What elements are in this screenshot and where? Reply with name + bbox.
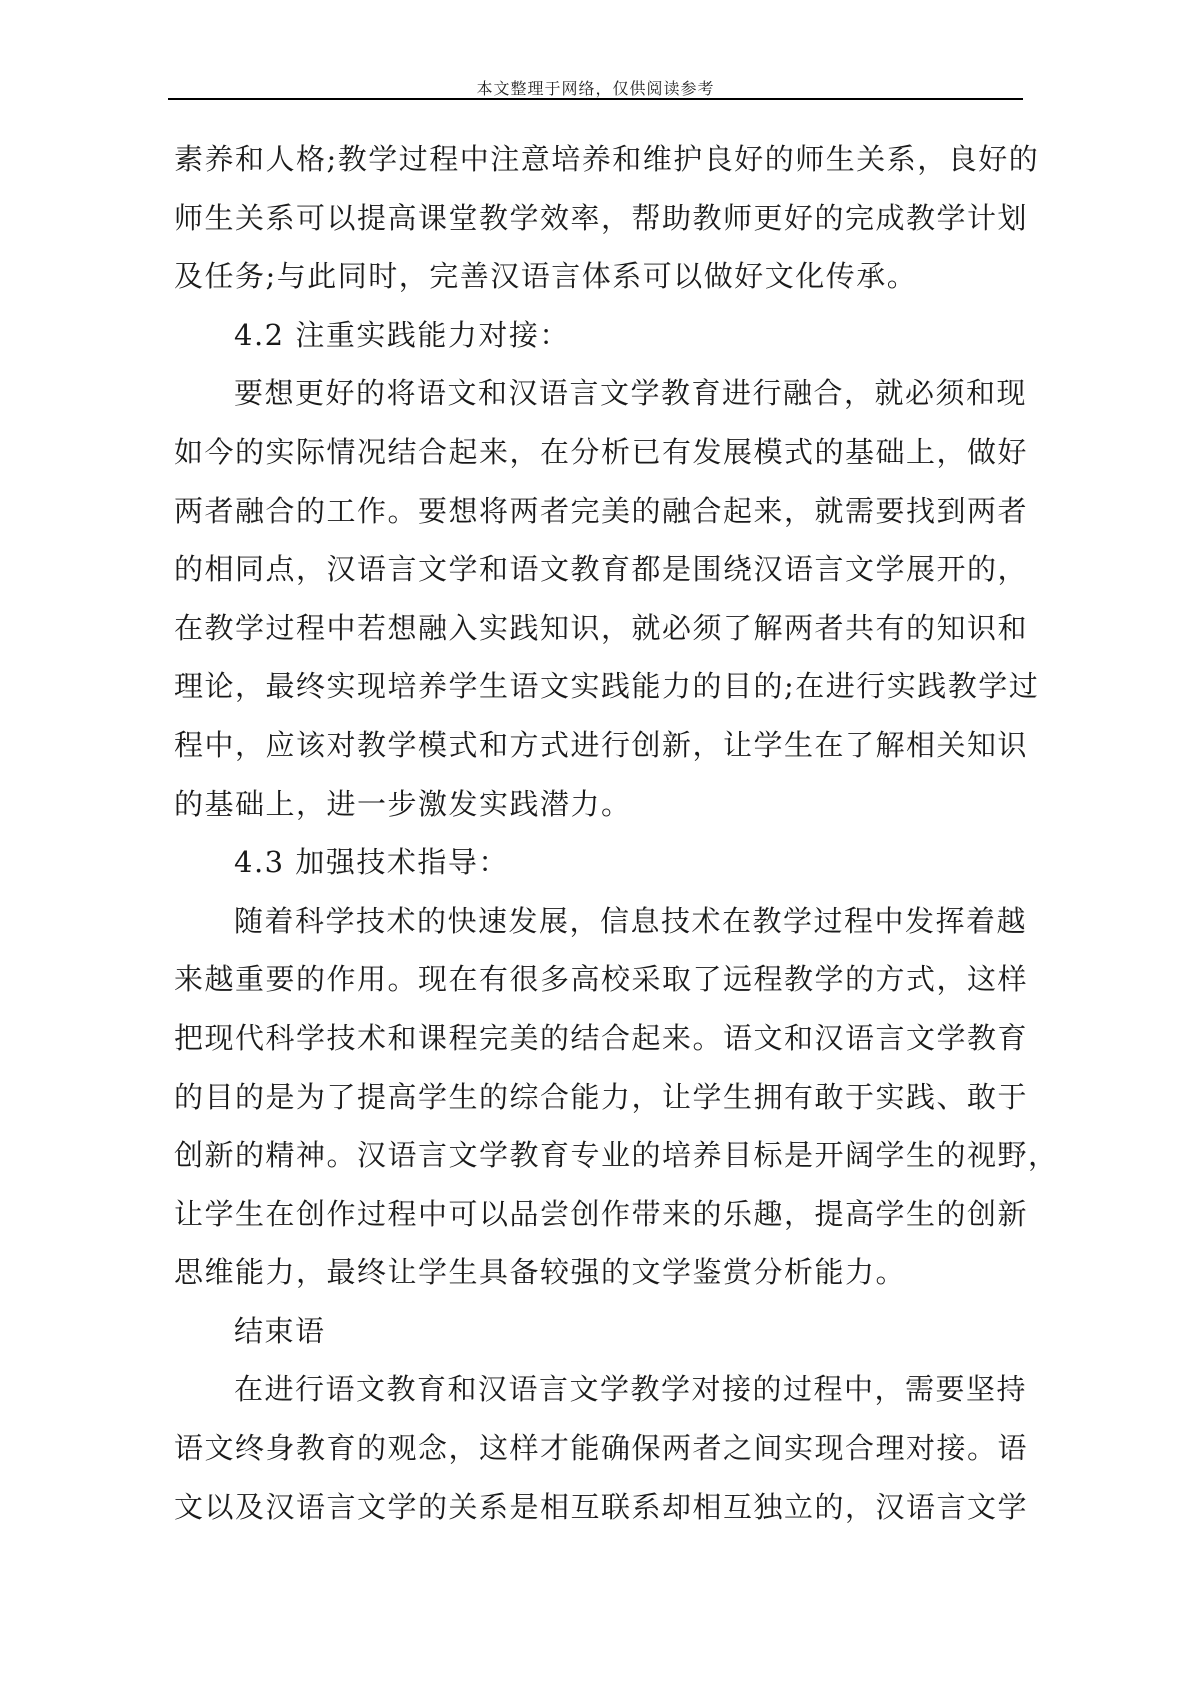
text-line: 两者融合的工作。要想将两者完美的融合起来，就需要找到两者	[174, 493, 1029, 528]
text-line: 的基础上，进一步激发实践潜力。	[174, 786, 632, 821]
text-line: 的相同点，汉语言文学和语文教育都是围绕汉语言文学展开的，	[174, 552, 1029, 587]
text-line: 创新的精神。汉语言文学教育专业的培养目标是开阔学生的视野，	[174, 1138, 1059, 1173]
text-line: 随着科学技术的快速发展，信息技术在教学过程中发挥着越	[234, 903, 1028, 938]
text-line: 思维能力，最终让学生具备较强的文学鉴赏分析能力。	[174, 1255, 907, 1290]
text-line: 如今的实际情况结合起来，在分析已有发展模式的基础上，做好	[174, 434, 1029, 469]
text-line: 在进行语文教育和汉语言文学教学对接的过程中，需要坚持	[234, 1372, 1028, 1407]
text-line: 的目的是为了提高学生的综合能力，让学生拥有敢于实践、敢于	[174, 1079, 1029, 1114]
text-line: 素养和人格;教学过程中注意培养和维护良好的师生关系，良好的	[174, 142, 1040, 176]
text-line: 及任务;与此同时，完善汉语言体系可以做好文化传承。	[174, 259, 918, 294]
text-line: 师生关系可以提高课堂教学效率，帮助教师更好的完成教学计划	[174, 200, 1029, 235]
text-line: 语文终身教育的观念，这样才能确保两者之间实现合理对接。语	[174, 1431, 1029, 1466]
text-line: 4.2 注重实践能力对接：	[234, 317, 570, 352]
header-divider	[168, 98, 1023, 100]
text-line: 程中，应该对教学模式和方式进行创新，让学生在了解相关知识	[174, 727, 1029, 762]
text-line: 来越重要的作用。现在有很多高校采取了远程教学的方式，这样	[174, 962, 1029, 997]
text-line: 在教学过程中若想融入实践知识，就必须了解两者共有的知识和	[174, 610, 1029, 645]
text-line: 把现代科学技术和课程完美的结合起来。语文和汉语言文学教育	[174, 1020, 1029, 1055]
text-line: 结束语	[234, 1313, 326, 1348]
text-line: 4.3 加强技术指导：	[234, 845, 509, 880]
text-line: 要想更好的将语文和汉语言文学教育进行融合，就必须和现	[234, 376, 1028, 411]
page-header: 本文整理于网络，仅供阅读参考	[476, 79, 715, 98]
text-line: 理论，最终实现培养学生语文实践能力的目的;在进行实践教学过	[174, 669, 1040, 704]
text-line: 文以及汉语言文学的关系是相互联系却相互独立的，汉语言文学	[174, 1489, 1029, 1524]
document-body	[174, 130, 1059, 1536]
text-line: 让学生在创作过程中可以品尝创作带来的乐趣，提高学生的创新	[174, 1196, 1029, 1231]
